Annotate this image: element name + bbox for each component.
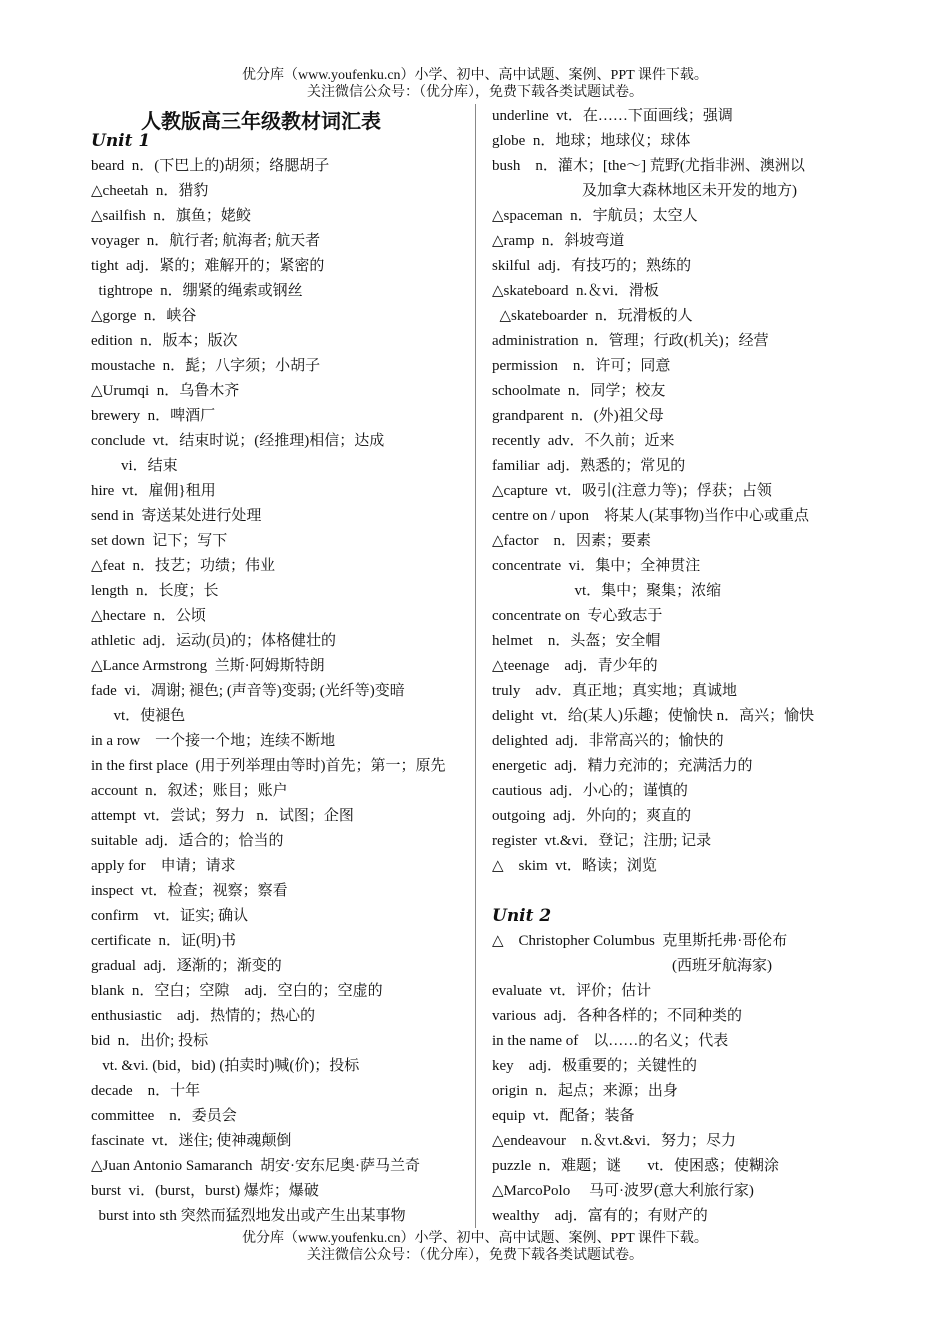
vocab-entry: decade n．十年 — [91, 1083, 201, 1099]
vocab-entry: blank n．空白；空隙 adj．空白的；空虚的 — [91, 983, 383, 999]
vocab-entry: apply for 申请；请求 — [91, 858, 236, 874]
vocab-entry: key adj．极重要的；关键性的 — [492, 1058, 697, 1074]
vocab-entry: bush n．灌木；[the～] 荒野(尤指非洲、澳洲以 — [492, 158, 805, 174]
vocab-entry: vt．集中；聚集；浓缩 — [492, 583, 722, 599]
vocab-entry: △Juan Antonio Samaranch 胡安·安东尼奥·萨马兰奇 — [91, 1158, 420, 1174]
vocab-entry: △teenage adj．青少年的 — [492, 658, 658, 674]
vocab-entry: suitable adj．适合的；恰当的 — [91, 833, 284, 849]
vocab-entry: moustache n．髭；八字须；小胡子 — [91, 358, 321, 374]
header-banner — [0, 67, 950, 101]
vocab-entry: △endeavour n.＆vt.&vi．努力；尽力 — [492, 1133, 737, 1149]
vocab-entry: fade vi．凋谢; 褪色; (声音等)变弱; (光纤等)变暗 — [91, 683, 405, 699]
vocab-entry: vt. &vi. (bid，bid) (拍卖时)喊(价)；投标 — [91, 1058, 360, 1074]
vocab-entry: △cheetah n．猎豹 — [91, 183, 209, 199]
vocab-entry: △skateboard n.＆vi．滑板 — [492, 283, 659, 299]
vocab-entry: centre on / upon 将某人(某事物)当作中心或重点 — [492, 508, 810, 524]
column-divider — [475, 104, 476, 1228]
vocab-entry: 及加拿大森林地区未开发的地方) — [492, 183, 797, 199]
vocab-entry: confirm vt．证实; 确认 — [91, 908, 249, 924]
vocab-entry: △ Christopher Columbus 克里斯托弗·哥伦布 — [492, 933, 788, 949]
vocab-entry: wealthy adj．富有的；有财产的 — [492, 1208, 708, 1224]
vocab-entry: bid n．出价; 投标 — [91, 1033, 209, 1049]
right-column — [492, 104, 872, 1229]
vocab-entry: delight vt．给(某人)乐趣；使愉快 n．高兴；愉快 — [492, 708, 815, 724]
vocab-entry: burst into sth 突然而猛烈地发出或产生出某事物 — [91, 1208, 406, 1224]
footer-line-1: 优分库（www.youfenku.cn）小学、初中、高中试题、案例、PPT 课件下载。 — [242, 1231, 708, 1246]
vocab-entry: set down 记下；写下 — [91, 533, 228, 549]
vocab-entry: inspect vt．检查；视察；察看 — [91, 883, 288, 899]
vocab-entry: in a row 一个接一个地；连续不断地 — [91, 733, 336, 749]
vocab-entry: truly adv．真正地；真实地；真诚地 — [492, 683, 737, 699]
vocab-entry: edition n．版本；版次 — [91, 333, 238, 349]
vocab-entry: concentrate vi．集中；全神贯注 — [492, 558, 701, 574]
vocab-entry: committee n．委员会 — [91, 1108, 237, 1124]
vocab-entry: length n．长度；长 — [91, 583, 219, 599]
vocab-entry: in the name of 以……的名义；代表 — [492, 1033, 729, 1049]
vocab-entry: athletic adj．运动(员)的；体格健壮的 — [91, 633, 336, 649]
vocab-entry: cautious adj．小心的；谨慎的 — [492, 783, 688, 799]
vocab-entry: beard n．(下巴上的)胡须；络腮胡子 — [91, 158, 330, 174]
vocab-entry: in the first place (用于列举理由等时)首先；第一；原先 — [91, 758, 446, 774]
vocab-entry: △feat n．技艺；功绩；伟业 — [91, 558, 276, 574]
vocab-entry: △sailfish n．旗鱼；姥鲛 — [91, 208, 251, 224]
vocab-entry: delighted adj．非常高兴的；愉快的 — [492, 733, 724, 749]
footer-banner — [0, 1230, 950, 1264]
vocab-entry: (西班牙航海家) — [492, 958, 772, 974]
vocab-entry: puzzle n．难题；谜 vt．使困惑；使糊涂 — [492, 1158, 780, 1174]
vocab-entry: △ramp n．斜坡弯道 — [492, 233, 625, 249]
vocab-entry: various adj．各种各样的；不同种类的 — [492, 1008, 742, 1024]
vocab-entry: △gorge n．峡谷 — [91, 308, 197, 324]
vocab-entry: globe n．地球；地球仪；球体 — [492, 133, 691, 149]
vocab-entry: permission n．许可；同意 — [492, 358, 671, 374]
unit-1-heading: Unit 1 — [91, 131, 151, 151]
vocab-entry: register vt.&vi．登记；注册; 记录 — [492, 833, 712, 849]
left-column — [91, 104, 461, 1229]
vocab-entry: vi．结束 — [91, 458, 178, 474]
vocab-entry: energetic adj．精力充沛的；充满活力的 — [492, 758, 753, 774]
header-line-2: 关注微信公众号：（优分库），免费下载各类试题试卷。 — [307, 85, 643, 100]
vocab-entry: recently adv．不久前；近来 — [492, 433, 675, 449]
vocab-entry: evaluate vt．评价；估计 — [492, 983, 652, 999]
vocab-entry: familiar adj．熟悉的；常见的 — [492, 458, 686, 474]
vocab-entry: administration n．管理；行政(机关)；经营 — [492, 333, 769, 349]
vocab-entry: equip vt．配备；装备 — [492, 1108, 635, 1124]
vocab-entry: skilful adj．有技巧的；熟练的 — [492, 258, 692, 274]
vocab-entry: underline vt．在……下面画线；强调 — [492, 108, 733, 124]
vocab-entry: origin n．起点；来源；出身 — [492, 1083, 678, 1099]
vocab-entry: △factor n．因素；要素 — [492, 533, 652, 549]
unit-gap — [492, 879, 872, 904]
vocab-entry: fascinate vt．迷住; 使神魂颠倒 — [91, 1133, 292, 1149]
vocab-entry: helmet n．头盔；安全帽 — [492, 633, 661, 649]
title-spacer — [91, 104, 461, 129]
vocab-entry: △spaceman n．宇航员；太空人 — [492, 208, 698, 224]
vocab-entry: burst vi．(burst，burst) 爆炸；爆破 — [91, 1183, 319, 1199]
vocab-entry: concentrate on 专心致志于 — [492, 608, 663, 624]
vocab-entry: outgoing adj．外向的；爽直的 — [492, 808, 692, 824]
vocab-entry: △skateboarder n．玩滑板的人 — [492, 308, 693, 324]
vocab-entry: △ skim vt．略读；浏览 — [492, 858, 657, 874]
vocab-entry: voyager n．航行者; 航海者; 航天者 — [91, 233, 321, 249]
vocab-entry: conclude vt．结束时说；(经推理)相信；达成 — [91, 433, 385, 449]
vocab-entry: vt．使褪色 — [91, 708, 186, 724]
header-line-1: 优分库（www.youfenku.cn）小学、初中、高中试题、案例、PPT 课件下载。 — [242, 68, 708, 83]
vocab-entry: △capture vt．吸引(注意力等)；俘获；占领 — [492, 483, 772, 499]
vocab-entry: △Lance Armstrong 兰斯·阿姆斯特朗 — [91, 658, 325, 674]
footer-line-2: 关注微信公众号：（优分库），免费下载各类试题试卷。 — [307, 1248, 643, 1263]
vocab-entry: send in 寄送某处进行处理 — [91, 508, 262, 524]
vocab-entry: hire vt．雇佣}租用 — [91, 483, 216, 499]
vocab-entry: schoolmate n．同学；校友 — [492, 383, 666, 399]
vocab-entry: grandparent n．(外)祖父母 — [492, 408, 664, 424]
vocab-entry: △Urumqi n．乌鲁木齐 — [91, 383, 240, 399]
vocab-entry: tightrope n．绷紧的绳索或钢丝 — [91, 283, 303, 299]
left-vocab-list — [91, 154, 461, 1229]
unit-2-heading: Unit 2 — [492, 906, 552, 926]
vocab-entry: enthusiastic adj．热情的；热心的 — [91, 1008, 316, 1024]
vocab-entry: account n．叙述；账目；账户 — [91, 783, 288, 799]
vocab-entry: △MarcoPolo 马可·波罗(意大利旅行家) — [492, 1183, 754, 1199]
vocab-entry: attempt vt．尝试；努力 n．试图；企图 — [91, 808, 354, 824]
vocab-entry: brewery n．啤酒厂 — [91, 408, 216, 424]
right-vocab-list-unit1 — [492, 104, 872, 879]
vocab-entry: tight adj．紧的；难解开的；紧密的 — [91, 258, 325, 274]
vocab-entry: △hectare n．公顷 — [91, 608, 206, 624]
vocab-entry: gradual adj．逐渐的；渐变的 — [91, 958, 282, 974]
vocab-entry: certificate n．证(明)书 — [91, 933, 236, 949]
page-title: 人教版高三年级教材词汇表 — [141, 111, 381, 133]
right-vocab-list-unit2 — [492, 929, 872, 1229]
